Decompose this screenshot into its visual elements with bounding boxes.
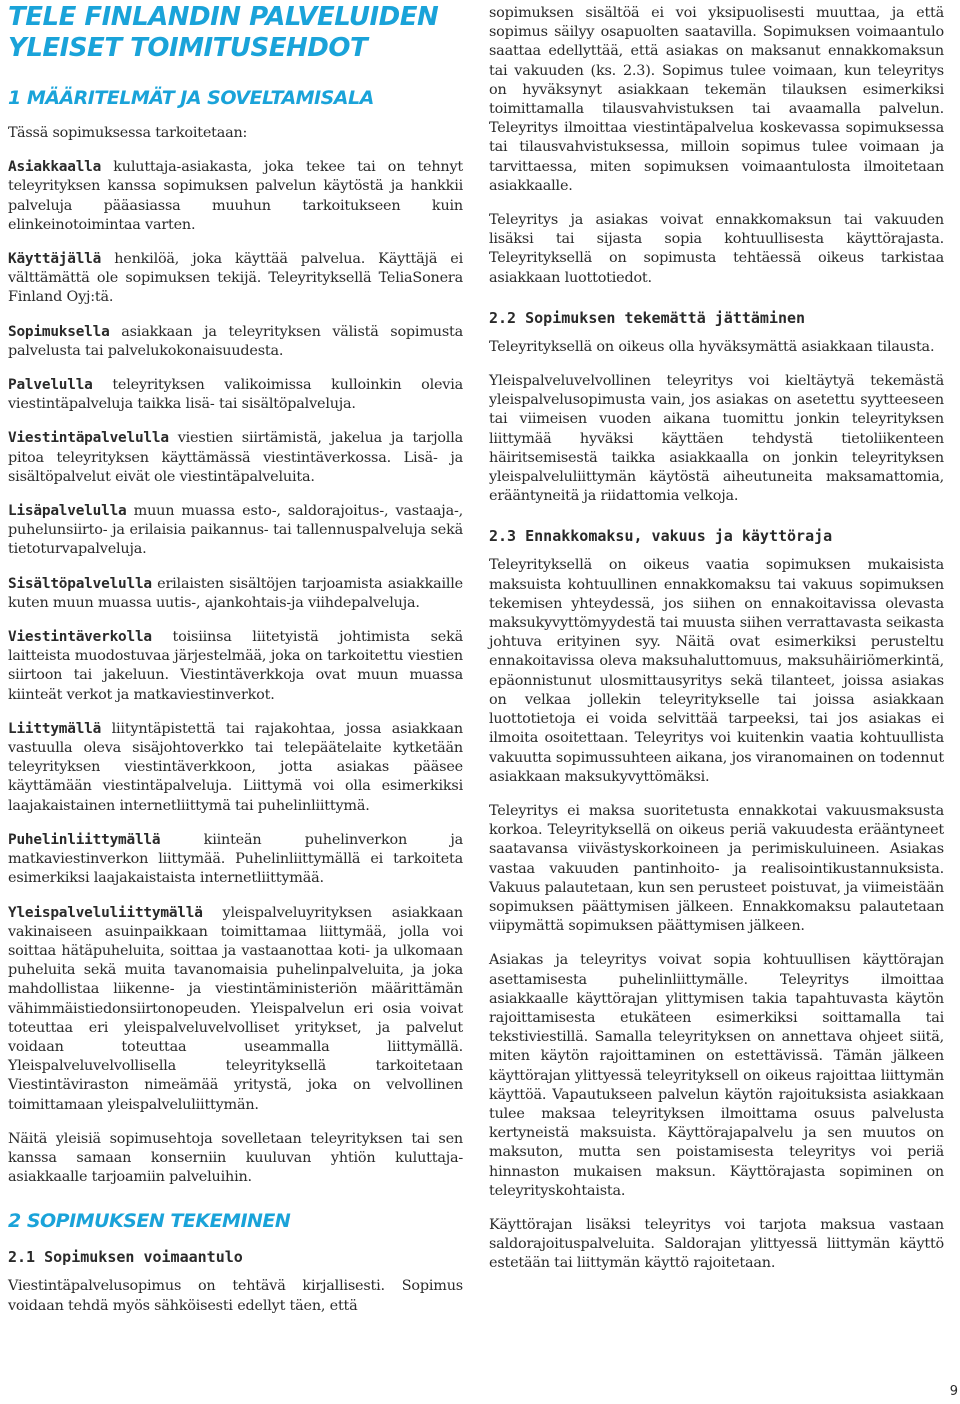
definition-term: Asiakkaalla (8, 159, 102, 176)
definition-text: liityntäpistettä tai rajakohtaa, jossa asiakkaan vastuulla oleva sisäjohtoverkko tai telepäätelaite kytketään teleyrityksen viestintäverkkoon, jotta asiakas pääsee käyttämään viestintäpalveluja. Liittymä voi olla esimerkiksi laajakaistainen internetliittymä tai puhelinliittymä. (8, 720, 463, 814)
right-column (489, 4, 944, 1289)
definition-paragraph (8, 575, 463, 613)
definition-term: Lisäpalvelulla (8, 503, 127, 520)
definition-paragraph (8, 250, 463, 308)
definition-term: Sopimuksella (8, 323, 110, 340)
definition-term: Viestintäverkolla (8, 629, 152, 646)
definition-term: Palvelulla (8, 377, 93, 394)
definition-paragraph (8, 904, 463, 1115)
paragraph-2-1-c: Teleyritys ja asiakas voivat ennakkomaksun tai vakuuden lisäksi tai sijasta sopia kohtuullisesta käyttörajasta. Teleyrityksellä on sopimusta tehtäessä oikeus tarkistaa asiakkaan luottotiedot. (489, 212, 944, 286)
definition-term: Liittymällä (8, 720, 102, 737)
definition-text: asiakkaan ja teleyrityksen välistä sopimusta palvelusta tai palvelukokonaisuudesta. (8, 323, 463, 359)
definition-paragraph (8, 376, 463, 414)
definition-paragraph (8, 429, 463, 487)
paragraph-2-3-a: Teleyrityksellä on oikeus vaatia sopimuksen mukaisista maksuista kohtuullinen ennakkomaksu tai vakuus sopimuksen tekemisen yhteydessä, jos siihen on ennakoitavissa olevasta maksukyvyttömyydestä tai muusta siihen verrattavasta seikasta johtuva erityinen syy. Näitä ovat esimerkiksi perusteltu ennakoitavissa oleva maksuhaluttomuus, maksuhäiriömerkintä, epäonnistunut ulosmittausyritys sekä tilanteet, joissa asiakas on velkaa jollekin teleyritykselle tai joissa asiakkaan luottotietoja ei voida selvittää tarpeeksi, tai jos asiakas ei ilmoita osoitettaan. Teleyritys voi kuitenkin vaatia kohtuullista vakuutta sopimussuhteen aikana, jos viranomainen on todennut asiakkaan maksukyvyttömäksi. (489, 557, 944, 785)
definition-term: Viestintäpalvelulla (8, 430, 169, 447)
definition-text: yleispalveluyrityksen asiakkaan vakinaiseen asuinpaikkaan toimittamaa liittymää, jolla voi soittaa hätäpuheluita, soittaa ja vastaanottaa koti- ja ulkomaan puheluita sekä muita tavanomaisia puhelinpalveluita, ja joka mahdollistaa liikenne- ja viestintäministeriön määrittämän vähimmäistiedonsiirtonopeuden. Yleispalvelun eri osia voivat toteuttaa eri yleispalveluvelvolliset yritykset, ja palvelut voidaan toteuttaa useammalla liittymällä. Yleispalveluvelvollisella teleyrityksellä tarkoitetaan Viestintäviraston nimeämää yritystä, joka on velvollinen toimittamaan yleispalveluliittymän. (8, 904, 463, 1113)
paragraph-2-3-d: Käyttörajan lisäksi teleyritys voi tarjota maksua vastaan saldorajoituspalveluita. Saldorajan ylittyessä liittymän käyttö estetään tai liittymän käyttö rajoitetaan. (489, 1216, 944, 1272)
definition-paragraph (8, 628, 463, 705)
definition-text: erilaisten sisältöjen tarjoamista asiakkaille kuten muun muassa uutis-, ajankohtais-ja viihdepalveluja. (8, 575, 463, 611)
paragraph-2-1-a: Viestintäpalvelusopimus on tehtävä kirjallisesti. Sopimus voidaan tehdä myös sähköisesti edellyt täen, että (8, 1278, 463, 1314)
intro-paragraph: Tässä sopimuksessa tarkoitetaan: (8, 125, 248, 141)
definition-term: Puhelinliittymällä (8, 831, 161, 848)
definition-term: Käyttäjällä (8, 251, 102, 268)
definition-paragraph (8, 831, 463, 889)
definitions-list (8, 158, 463, 1115)
section-heading-1: 1 MÄÄRITELMÄT JA SOVELTAMISALA (8, 87, 374, 109)
document-title: TELE FINLANDIN PALVELUIDEN YLEISET TOIMITUSEHDOT (8, 2, 439, 63)
paragraph-2-1-b: sopimuksen sisältöä ei voi yksipuolisesti muuttaa, ja että sopimus säilyy osapuolten saatavilla. Sopimuksen voimaantulo saattaa edellyttää, että asiakas on maksanut ennakkomaksun tai vakuuden (ks. 2.3). Sopimus tulee voimaan, kun teleyritys on hyväksynyt asiakkaan tekemän tilauksen esimerkiksi toimittamalla tilausvahvistuksen tai avaamalla palvelun. Teleyritys ilmoittaa viestintäpalvelua koskevassa sopimuksessa tai tilausvahvistuksessa, milloin sopimus tulee voimaan ja tarvittaessa, miten sopimuksen voimaantulosta ilmoitetaan asiakkaalle. (489, 5, 944, 194)
paragraph-2-3-c: Asiakas ja teleyritys voivat sopia kohtuullisen käyttörajan asettamisesta puhelinliittymälle. Teleyritys ilmoittaa asiakkaalle käyttörajan ylittymisen takia tapahtuvasta käytön rajoittamisesta etukäteen esimerkiksi soittamalla tai tekstiviestillä. Samalla teleyrityksen on annettava ohjeet siitä, miten käytön rajoittaminen on estettävissä. Tämän jälkeen käyttörajan ylittyessä teleyrityksell on oikeus rajoittaa liittymän käyttöä. Vapautukseen palvelun käytön rajoituksista asiakkaan tulee maksaa teleyrityksen ilmoittama osuus palvelusta kertyneistä maksuista. Käyttörajapalvelu ja sen muutos on maksuton, mutta sen poistamisesta teleyritys voi periä hinnaston mukaisen maksun. Käyttörajasta sopiminen on teleyrityskohtaista. (489, 952, 944, 1199)
definition-text: viestien siirtämistä, jakelua ja tarjolla pitoa teleyrityksen käyttämässä viestintäverkossa. Lisä- ja sisältöpalvelut eivät ole viestintäpalveluita. (8, 430, 463, 485)
definition-paragraph (8, 158, 463, 235)
page-number: 9 (949, 1384, 958, 1399)
definition-term: Sisältöpalvelulla (8, 575, 152, 592)
definition-paragraph (8, 502, 463, 560)
paragraph-2-2-a: Teleyrityksellä on oikeus olla hyväksymättä asiakkaan tilausta. (489, 338, 935, 355)
subheading-2-1: 2.1 Sopimuksen voimaantulo (8, 1248, 243, 1267)
section-heading-2: 2 SOPIMUKSEN TEKEMINEN (8, 1210, 291, 1233)
closing-paragraph: Näitä yleisiä sopimusehtoja sovelletaan teleyrityksen tai sen kanssa samaan konserniin kuuluvan yhtiön kuluttaja-asiakkaalle tarjoamiin palveluihin. (8, 1130, 463, 1186)
left-column (8, 2, 463, 1331)
definition-text: kuluttaja-asiakasta, joka tekee tai on tehnyt teleyrityksen kanssa sopimuksen palvelun käytöstä ja hankkii palveluja pääasiassa muuhun tarkoitukseen kuin elinkeinotoimintaa varten. (8, 159, 463, 233)
definition-text: henkilöä, joka käyttää palvelua. Käyttäjä ei välttämättä ole sopimuksen tekijä. Teleyrityksellä TeliaSonera Finland Oyj:tä. (8, 251, 463, 306)
paragraph-2-2-b: Yleispalveluvelvollinen teleyritys voi kieltäytyä tekemästä yleispalvelusopimusta vain, jos asiakas on asetettu syytteeseen tai viimeisen vuoden aikana tuomittu jonkin teleyrityksen liittymää hyväksi käyttäen tehdystä tietoliikenteen häiritsemisestä taikka asiakkaalla on jonkin teleyrityksen yleispalveluliittymän käytöstä aiheutuneita maksamattomia, erääntyneitä ja riidattomia velkoja. (489, 373, 944, 505)
subheading-2-3: 2.3 Ennakkomaksu, vakuus ja käyttöraja (489, 527, 833, 546)
paragraph-2-3-b: Teleyritys ei maksa suoritetusta ennakkotai vakuusmaksusta korkoa. Teleyrityksellä on oikeus periä vakuudesta erääntyneet saatavansa viivästyskorkoineen ja perimiskuluineen. Asiakas vastaa vakuuden pantinhoito- ja realisointikustannuksista. Vakuus palautetaan, kun sen perusteet poistuvat, ja viimeistään sopimuksen päättymisen jälkeen. Ennakkomaksu palautetaan viipymättä sopimuksen päättymisen jälkeen. (489, 802, 944, 935)
definition-text: muun muassa esto-, saldorajoitus-, vastaaja-, puhelunsiirto- ja erilaisia paikannus- tai tallennuspalveluja sekä tietoturvapalveluja. (8, 503, 463, 558)
subheading-2-2: 2.2 Sopimuksen tekemättä jättäminen (489, 308, 806, 327)
definition-term: Yleispalveluliittymällä (8, 904, 203, 921)
definition-paragraph (8, 720, 463, 816)
definition-text: teleyrityksen valikoimissa kulloinkin olevia viestintäpalveluja taikka lisä- tai sisältöpalveluja. (8, 377, 463, 413)
definition-text: toisiinsa liitetyistä johtimista sekä laitteista muodostuvaa järjestelmää, joka on tarkoitettu viestien siirtoon tai jakeluun. Viestintäverkkoja ovat muun muassa kiinteät verkot ja matkaviestinverkot. (8, 629, 463, 703)
definition-paragraph (8, 323, 463, 361)
definition-text: kiinteän puhelinverkon ja matkaviestinverkon liittymää. Puhelinliittymällä ei tarkoiteta esimerkiksi laajakaistaista internetliittymää. (8, 831, 463, 887)
